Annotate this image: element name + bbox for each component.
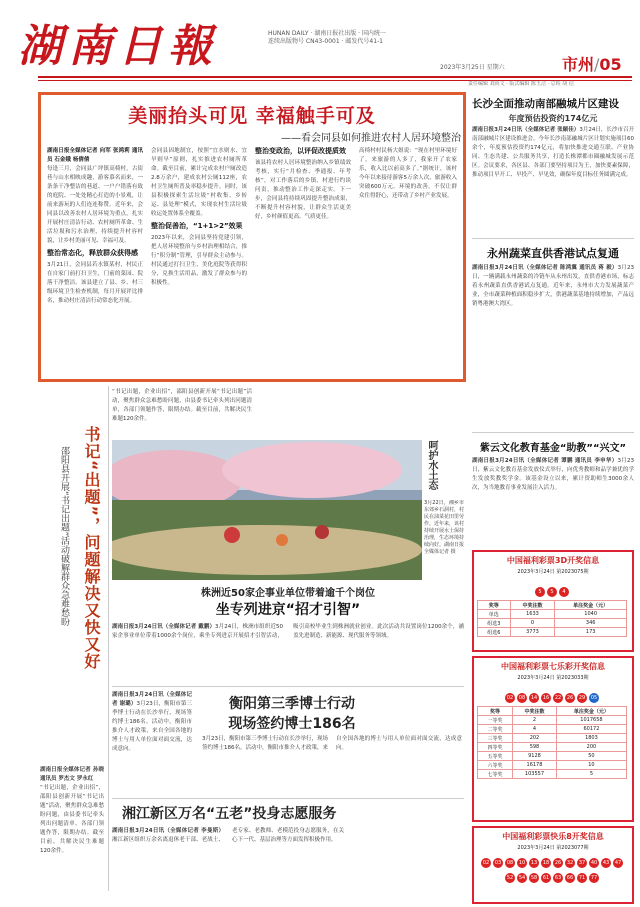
lottery-qlc-row bbox=[478, 770, 627, 779]
section-number: 05 bbox=[599, 55, 622, 74]
changsha-body: 3月24日，长沙市召开南部融城片区建设推进会。今年长沙南部融城片区计划实施项目60余个，年度预估投资约174亿元，将加快推进交通互联、产业协同、生态共建、公共服务共享，打造长株潭都市圈融城发展示范区。会议要求，各区县、各部门要坚持项目为王，加快要素保障，推动项目早开工、早投产、早见效，确保年度目标任务圆满完成。 bbox=[472, 127, 634, 178]
lottery-qlc-header: 中奖注数 bbox=[513, 707, 557, 716]
lottery-qlc-issue: 2023年3月24日 第2023033期 bbox=[517, 675, 589, 681]
lottery-kl8-ball: 77 bbox=[590, 875, 598, 881]
doctor-body: 3月23日，衡阳市第三季博士行动在长沙举行，现场签约博士186名。活动中，衡阳市推介人才政策，来自全国各地的博士与用人单位面对面交流，达成意向。 bbox=[112, 701, 192, 752]
lottery-kl8-ball: 13 bbox=[530, 860, 538, 866]
lottery-kl8-balls bbox=[477, 853, 629, 883]
changsha-byline: 湖南日报3月24日讯（全媒体记者 张颐佳） bbox=[472, 127, 580, 133]
xiangtan-title: 湘江新区万名“五老”投身志愿服务 bbox=[122, 806, 337, 822]
feature-subtitle: ——看会同县如何推进农村人居环境整治 bbox=[281, 133, 461, 144]
lottery-3d-header: 单注奖金（元） bbox=[555, 601, 627, 610]
photo bbox=[112, 440, 422, 580]
section-name: 市州 bbox=[562, 55, 595, 74]
jobs-article[interactable] bbox=[112, 584, 464, 684]
lottery-qlc-cell: 1803 bbox=[556, 734, 626, 743]
feature-column-3 bbox=[255, 147, 351, 373]
feature-column-1 bbox=[47, 147, 143, 373]
lottery-kl8-ball: 18 bbox=[542, 860, 550, 866]
lottery-qlc-row bbox=[478, 761, 627, 770]
doctor-text-2: 3月23日，衡阳市第三季博士行动在长沙举行，现场签约博士186名。活动中，衡阳市推介人才政策，来自全国各地的博士与用人单位面对面交流，达成意向。 bbox=[202, 736, 462, 751]
lottery-qlc-cell: 60172 bbox=[556, 725, 626, 734]
ziyun-title: 紫云文化教育基金“助教”“兴文” bbox=[479, 443, 627, 454]
lottery-kl8-ball: 02 bbox=[482, 860, 490, 866]
feature-col1-text: 每逢三月，会同县广坪镇高椅村，古街巷与山水相映成趣，游客慕名而来，一条条干净整洁的巷道、一户户错落有致的庭院、一处处精心打造的小景观，让前来游玩的人们连连称赞。近年来，会同县以改善农村人居环境为重点，扎实开展村庄清洁行动、农村厕所革命、生活垃圾和污水治理，持续提升村容村貌，让乡村美丽可见、幸福可及。 bbox=[47, 166, 143, 244]
lottery-qlc-cell: 四等奖 bbox=[478, 743, 513, 752]
lottery-3d-cell: 3773 bbox=[510, 628, 555, 637]
lottery-qlc-ball: 08 bbox=[518, 695, 526, 701]
feature-col2b-text: 2023年以来，会同县坚持党建引领，把人居环境整治与乡村治理相结合，推行“积分制”管理，引导群众主动参与。村民通过打扫卫生、美化庭院等获得积分，兑换生活用品，激发了群众参与的积极性。 bbox=[151, 235, 247, 286]
lottery-3d-table bbox=[477, 600, 627, 637]
lottery-qlc-special-ball: 05 bbox=[590, 695, 598, 701]
lottery-kl8-title: 中国福利彩票快乐8开奖信息 bbox=[502, 832, 604, 841]
lottery-qlc-header: 单注奖金（元） bbox=[556, 707, 626, 716]
lottery-3d-ball: 5 bbox=[535, 587, 545, 597]
lottery-qlc-cell: 200 bbox=[556, 743, 626, 752]
lottery-qlc-row bbox=[478, 743, 627, 752]
feature-subhead-3: 整治变政治，以评促改提质效 bbox=[255, 147, 346, 155]
lottery-kl8-ball: 32 bbox=[566, 860, 574, 866]
feature-byline: 湖南日报全媒体记者 向军 张鸿莉 通讯员 石金娥 杨倩倩 bbox=[47, 148, 143, 163]
newspaper-logo: 湖南日報 bbox=[18, 21, 218, 72]
lottery-qlc-row bbox=[478, 734, 627, 743]
lottery-3d-header: 奖等 bbox=[478, 601, 511, 610]
lottery-qlc-balls bbox=[477, 684, 629, 703]
lottery-3d-cell: 1633 bbox=[510, 610, 555, 619]
section-label: 市州/05 bbox=[562, 55, 622, 74]
lottery-qlc-cell: 2 bbox=[513, 716, 557, 725]
feature-title: 美丽抬头可见 幸福触手可及 bbox=[128, 105, 376, 127]
left-vertical-article[interactable] bbox=[38, 386, 109, 891]
lottery-qlc-ball: 29 bbox=[578, 695, 586, 701]
jobs-body: 3月24日，株洲市组织近50家企事业单位带着1000余个岗位，乘坐专列进京开展招才引智活动，吸引高校毕业生到株洲就业创业。此次活动共设置岗位1200余个，涵盖先进制造、新能源、现代服务等领域。 bbox=[112, 624, 464, 639]
doctor-text bbox=[112, 691, 192, 791]
lottery-qlc-cell: 202 bbox=[513, 734, 557, 743]
left-byline: 湖南日报全媒体记者 孙晓 通讯员 罗杰文 罗永红 bbox=[40, 767, 104, 782]
lottery-qlc-cell: 103557 bbox=[513, 770, 557, 779]
lottery-kl8-ball: 47 bbox=[614, 860, 622, 866]
lottery-kl8-ball: 10 bbox=[518, 860, 526, 866]
issue-date: 2023年3月25日 星期六 bbox=[440, 64, 505, 71]
lottery-kl8-ball: 26 bbox=[554, 860, 562, 866]
feature-subhead-1: 整治常态化，释放群众获得感 bbox=[47, 249, 138, 257]
lottery-kl8-ball: 58 bbox=[530, 875, 538, 881]
lottery-3d bbox=[472, 550, 634, 652]
yongzhou-text bbox=[472, 264, 634, 348]
lottery-3d-issue: 2023年3月24日 第2023075期 bbox=[517, 569, 589, 575]
lottery-qlc-table bbox=[477, 706, 627, 779]
lottery-qlc-cell: 9128 bbox=[513, 752, 557, 761]
feature-subhead-2: 整治促善治，“1+1>2”效果 bbox=[151, 222, 243, 230]
lottery-kl8-ball: 54 bbox=[518, 875, 526, 881]
yongzhou-title[interactable]: 永州蔬菜直供香港试点复通 bbox=[487, 247, 619, 260]
flower-field-photo bbox=[112, 440, 422, 580]
left-column-text bbox=[40, 766, 104, 886]
lottery-3d-cell: 173 bbox=[555, 628, 627, 637]
ziyun-byline: 湖南日报3月24日讯（全媒体记者 谭鹏 通讯员 李申华） bbox=[472, 458, 618, 464]
lottery-qlc-ball: 14 bbox=[530, 695, 538, 701]
feature-col3-text: 该县将农村人居环境整治纳入乡镇绩效考核，实行“月检查、季通报、年考核”，对工作落后的乡镇、村进行约谈问责，推动整治工作走深走实。下一步，会同县将持续巩固提升整治成果，不断提升村容村貌，让群众生活更美好，乡村颜值更高、气质更佳。 bbox=[255, 160, 351, 220]
lottery-qlc-ball: 22 bbox=[554, 695, 562, 701]
left-text: “书记出题，企业出招”，邵阳县创新开展“书记出题”活动，聚焦群众急难愁盼问题，由县委书记牵头列出问题清单，各部门领题作答，限期办结。截至目前，共解决民生难题120余件。 bbox=[40, 785, 104, 854]
lottery-qlc-cell: 七等奖 bbox=[478, 770, 513, 779]
lottery-3d-cell: 0 bbox=[510, 619, 555, 628]
right-column-top bbox=[472, 96, 634, 426]
doctor-article[interactable] bbox=[112, 686, 464, 797]
lottery-3d-cell: 1040 bbox=[555, 610, 627, 619]
ziyun-body: 3月23日，紫云文化教育基金发放仪式举行，向优秀教师和品学兼优的学生发放奖教奖学金。该基金设立以来，累计资助师生3000余人次，为当地教育事业发展注入活力。 bbox=[472, 458, 634, 491]
changsha-text bbox=[472, 126, 634, 236]
lottery-kl8-ball: 37 bbox=[578, 860, 586, 866]
editor-line: 责任编辑 刘尚文 · 版式编辑 陈玉洁 · 总检 胡 信 bbox=[468, 81, 574, 87]
photo-caption-title: 呵护水土态 bbox=[426, 440, 437, 490]
lottery-3d-row bbox=[478, 619, 627, 628]
lottery-qlc-row bbox=[478, 725, 627, 734]
feature-col2-text: 会同县因地制宜，按照“宜水则水、宜旱则旱”原则，扎实推进农村厕所革命。截至目前，累计完成农村户厕改造2.8万余户，建成农村公厕112座，农村卫生厕所普及率稳步提升。同时，该县积极探索生活垃圾“村收集、乡转运、县处理”模式，实现农村生活垃圾收运处置体系全覆盖。 bbox=[151, 148, 247, 217]
changsha-title[interactable]: 长沙全面推动南部融城片区建设 bbox=[472, 98, 619, 110]
lottery-3d-cell: 组选6 bbox=[478, 628, 511, 637]
lottery-qlc-title: 中国福利彩票七乐彩开奖信息 bbox=[501, 662, 605, 671]
left-text-continued: “书记出题，企业出招”，邵阳县创新开展“书记出题”活动，聚焦群众急难愁盼问题，由县委书记牵头列出问题清单，各部门领题作答，限期办结。截至目前，共解决民生难题120余件。 bbox=[112, 389, 252, 422]
lottery-3d-cell: 单选 bbox=[478, 610, 511, 619]
lottery-qlc-ball: 02 bbox=[506, 695, 514, 701]
lottery-3d-balls bbox=[477, 578, 629, 597]
lottery-qlc-cell: 10 bbox=[556, 761, 626, 770]
doctor-title-1: 衡阳第三季博士行动 bbox=[229, 696, 355, 712]
lottery-qlc-cell: 16178 bbox=[513, 761, 557, 770]
lottery-3d-cell: 组选3 bbox=[478, 619, 511, 628]
lottery-kl8-issue: 2023年3月24日 第2023077期 bbox=[517, 845, 589, 851]
lottery-3d-row bbox=[478, 610, 627, 619]
xiangtan-byline: 湖南日报3月24日讯（全媒体记者 李曼斯） bbox=[112, 828, 224, 834]
lottery-kl8-ball: 63 bbox=[554, 875, 562, 881]
feature-column-2 bbox=[151, 147, 247, 373]
jobs-title-2: 坐专列进京“招才引智” bbox=[215, 602, 361, 618]
jobs-byline: 湖南日报3月24日讯（全媒体记者 戴鹏） bbox=[112, 624, 216, 630]
doctor-title-2: 现场签约博士186名 bbox=[228, 716, 356, 732]
lottery-qlc-header: 奖等 bbox=[478, 707, 513, 716]
xiangtan-body: 湘江新区组织万余名离退休老干部、老战士、老专家、老教师、老模范投身志愿服务，在关心下一代、基层治理等方面发挥积极作用。 bbox=[112, 828, 344, 843]
paper-info: HUNAN DAILY · 湖南日报社出版 · 国内统一连续出版物号 CN43-0001 · 邮发代号41-1 bbox=[268, 30, 386, 45]
jobs-text bbox=[112, 623, 464, 678]
lottery-qlc-cell: 4 bbox=[513, 725, 557, 734]
doctor-byline: 湖南日报3月24日讯（全媒体记者 谢璐） bbox=[112, 692, 192, 707]
ziyun-article[interactable] bbox=[472, 432, 634, 547]
lottery-3d-title: 中国福利彩票3D开奖信息 bbox=[506, 556, 600, 565]
lottery-kl8 bbox=[472, 826, 634, 904]
lottery-qlc-cell: 598 bbox=[513, 743, 557, 752]
feature-article[interactable] bbox=[38, 92, 466, 382]
masthead bbox=[0, 0, 640, 92]
lottery-3d-cell: 346 bbox=[555, 619, 627, 628]
masthead-rule bbox=[38, 76, 632, 78]
left-vertical-subtitle: 邵阳县开展“书记出题”活动破解群众急难愁盼 bbox=[59, 446, 69, 627]
jobs-title-1: 株洲近50家企事业单位带着逾千个岗位 bbox=[201, 588, 375, 599]
lottery-qlc-cell: 五等奖 bbox=[478, 752, 513, 761]
lottery-kl8-ball: 08 bbox=[506, 860, 514, 866]
xiangtan-article[interactable] bbox=[112, 798, 464, 904]
feature-col1b-text: 3月21日，会同县若水镇某村，村民正在自家门前打扫卫生，门前的菜园、院落干净整洁。该县建立了县、乡、村三级环境卫生检查机制，每月开展评比排名，推动村庄清洁行动常态化开展。 bbox=[47, 262, 143, 304]
lottery-qlc-cell: 5 bbox=[556, 770, 626, 779]
lottery-qlc-cell: 1017658 bbox=[556, 716, 626, 725]
lottery-qlc bbox=[472, 656, 634, 822]
lottery-3d-header: 中奖注数 bbox=[510, 601, 555, 610]
lottery-qlc-cell: 50 bbox=[556, 752, 626, 761]
lottery-3d-ball: 4 bbox=[559, 587, 569, 597]
lottery-kl8-ball: 71 bbox=[578, 875, 586, 881]
lottery-kl8-ball: 43 bbox=[602, 860, 610, 866]
photo-caption bbox=[424, 440, 464, 580]
lottery-qlc-cell: 六等奖 bbox=[478, 761, 513, 770]
lottery-kl8-ball: 66 bbox=[566, 875, 574, 881]
lottery-kl8-ball: 40 bbox=[590, 860, 598, 866]
lottery-3d-ball: 5 bbox=[547, 587, 557, 597]
lottery-qlc-cell: 二等奖 bbox=[478, 725, 513, 734]
lottery-qlc-row bbox=[478, 752, 627, 761]
changsha-subtitle: 年度预估投资约174亿元 bbox=[508, 114, 598, 123]
lottery-qlc-ball: 16 bbox=[542, 695, 550, 701]
lottery-qlc-cell: 三等奖 bbox=[478, 734, 513, 743]
lottery-kl8-ball: 03 bbox=[494, 860, 502, 866]
feature-column-4 bbox=[359, 147, 457, 373]
feature-col4-text: 高椅村村民杨大姐说：“现在村里环境好了，来旅游的人多了，我家开了农家乐，收入比以前高多了。”据统计，该村今年以来接待游客5万余人次，旅游收入突破600万元。环境的改善，不仅让群众住得舒心，还带动了乡村产业发展。 bbox=[359, 148, 457, 199]
lottery-kl8-ball: 52 bbox=[506, 875, 514, 881]
left-vertical-title: 书记“出题”，问题解决又快又好 bbox=[82, 426, 101, 671]
lottery-qlc-cell: 一等奖 bbox=[478, 716, 513, 725]
lottery-kl8-ball: 61 bbox=[542, 875, 550, 881]
ziyun-text bbox=[472, 457, 634, 541]
lottery-3d-row bbox=[478, 628, 627, 637]
yongzhou-byline: 湖南日报3月24日讯（全媒体记者 陈鸿翼 通讯员 蒋 毅） bbox=[472, 265, 618, 271]
lottery-qlc-row bbox=[478, 716, 627, 725]
yongzhou-body: 3月23日，一辆满载永州蔬菜的冷链车从永州出发，直供香港市场，标志着永州蔬菜直供香港试点复通。近年来，永州市大力发展蔬菜产业，全市蔬菜种植面积稳步扩大，供港蔬菜基地持续增加，产品远销粤港澳大湾区。 bbox=[472, 265, 634, 307]
xiangtan-text bbox=[112, 827, 464, 897]
photo-caption-text: 3月22日，湘乡市东郊乡石洞村，村民在油菜花田里劳作。近年来，该村持续开展水土保持治理，生态环境持续向好。湖南日报全媒体记者 摄 bbox=[424, 500, 464, 555]
lottery-qlc-ball: 26 bbox=[566, 695, 574, 701]
